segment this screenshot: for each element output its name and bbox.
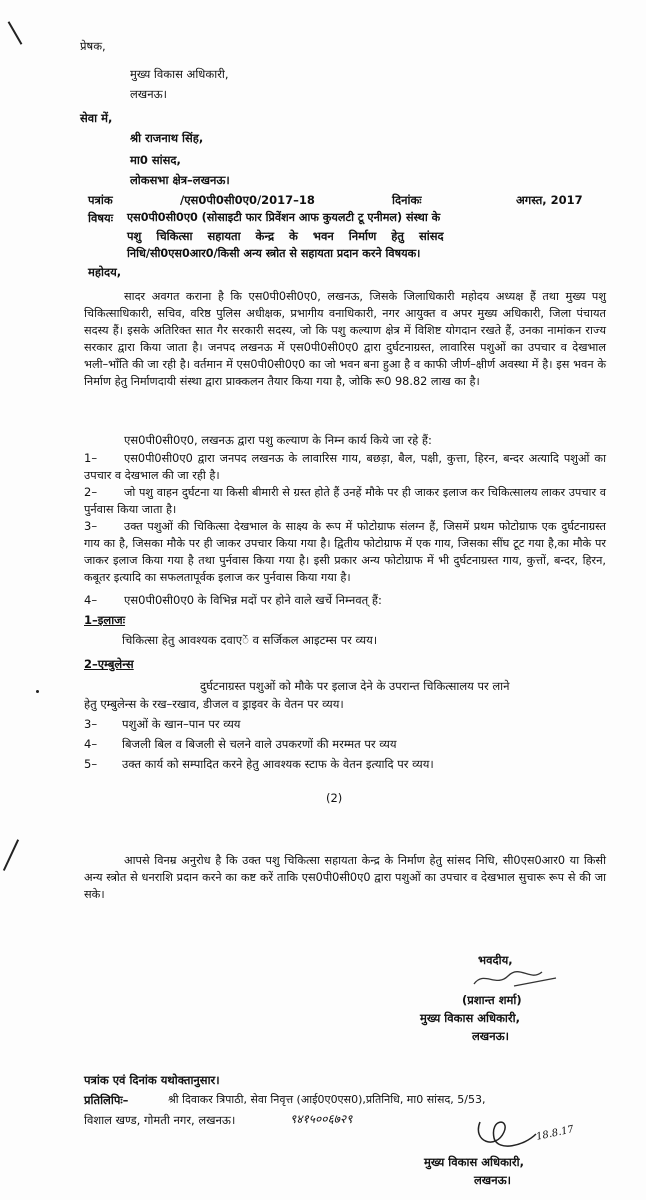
recipient-constituency: लोकसभा क्षेत्र–लखनऊ। (130, 173, 230, 187)
footer-designation: मुख्य विकास अधिकारी, (424, 1155, 524, 1169)
work-4-text: एस0पी0सी0ए0 के विभिन्न मदों पर होने वाले खर्चे निम्नवत् हैं: (124, 593, 382, 607)
expense-3-num: 3– (84, 717, 98, 731)
footer-place: लखनऊ। (474, 1173, 511, 1187)
work-2-text: जो पशु वाहन दुर्घटना या किसी बीमारी से ग्रस्त होते हैं उनहें मौके पर ही जाकर इलाज कर चिकित्सालय लाकर उपचार व पुर्नवास किया जाता है। (84, 486, 606, 516)
sender-label: प्रेषक, (80, 39, 106, 53)
sender-place: लखनऊ। (130, 87, 167, 101)
footer-ref-line: पत्रांक एवं दिनांक यथोक्तानुसार। (84, 1073, 220, 1087)
subject-line-1: एस0पी0सी0ए0 (सोसाइटी फार प्रिवेंशन आफ कुयलटी टू एनीमल) संस्था के (127, 211, 441, 224)
copy-line-2: विशाल खण्ड, गोमती नगर, लखनऊ। (84, 1113, 236, 1127)
officer-designation: मुख्य विकास अधिकारी, (420, 1011, 520, 1025)
expense-3-text: पशुओं के खान–पान पर व्यय (122, 717, 241, 731)
work-1-num: 1– (84, 451, 98, 465)
margin-dot (36, 690, 39, 693)
expense-5-num: 5– (84, 757, 98, 771)
page-number: (2) (326, 791, 343, 805)
work-4-num: 4– (84, 593, 98, 607)
ambulance-heading: 2–एम्बुलेन्स (84, 657, 134, 671)
salutation: महोदय, (88, 265, 122, 279)
handwritten-phone: ९४१५००६७२९ (290, 1112, 353, 1126)
para-1: सादर अवगत कराना है कि एस0पी0सी0ए0, लखनऊ, जिसके जिलाधिकारी महोदय अध्यक्ष हैं तथा मुख्य पशु चिकित्साधिकारी, सचिव, वरिष्ठ पुलिस अधीक्षक, प्रभागीय वनाधिकारी, नगर आयुक्त व अपर मुख्य अधिकारी, जिला पंचायत सदस्य हैं। इसके अतिरिक्त सात गैर सरकारी सदस्य, जो कि पशु कल्याण क्षेत्र में विशिष्ट योगदान रखते हैं, उनका नामांकन राज्य सरकार द्वारा किया जाता है। जनपद लखनऊ में एस0पी0सी0ए0 द्वारा दुर्घटनाग्रस्त, लावारिस पशुओं का उपचार व देखभाल भली–भाँति की जा रही है। वर्तमान में एस0पी0सी0ए0 का जो भवन बना हुआ है व काफी जीर्ण–क्षीर्ण अवस्था में है। इस भवन के निर्माण हेतु निर्माणदायी संस्था द्वारा प्राक्कलन तैयार किया गया है, जोकि रू0 98.82 लाख का है। (84, 290, 606, 388)
work-3-text: उक्त पशुओं की चिकित्सा देखभाल के साक्ष्य के रूप में फोटोग्राफ संलग्न हैं, जिसमें प्रथम फोटोग्राफ एक दुर्घटनाग्रस्त गाय का है, जिसका मौके पर ही जाकर उपचार किया गया है। द्वितीय फोटोग्राफ में एक गाय, जिसका सींघ टूट गया है,का मौके पर जाकर इलाज किया गया है तथा पुर्नवास किया गया है। इसी प्रकार अन्य फोटोग्राफ में भी दुर्घटनाग्रस्त गाय, कुत्तों, बन्दर, हिरन, कबूतर इत्यादि का सफलतापूर्वक इलाज कर पुर्नवास किया गया है। (84, 520, 606, 584)
work-2-num: 2– (84, 485, 98, 499)
ilaj-heading: 1–इलाजः (84, 613, 126, 627)
work-1-text: एस0पी0सी0ए0 द्वारा जनपद लखनऊ के लावारिस गाय, बछड़ा, बैल, पक्षी, कुत्ता, हिरन, बन्दर अत्यादि पशुओं का उपचार व देखभाल की जा रही है। (84, 452, 606, 482)
expense-5-text: उक्त कार्य को सम्पादित करने हेतु आवश्यक स्टाफ के वेतन इत्यादि पर व्यय। (122, 757, 434, 771)
expense-4-num: 4– (84, 737, 98, 751)
patrank-value: /एस0पी0सी0ए0/2017–18 (180, 193, 315, 207)
copy-label: प्रतिलिपिः– (84, 1093, 129, 1107)
copy-line-1: श्री दिवाकर त्रिपाठी, सेवा निवृत्त (आई0ए0एस0),प्रतिनिधि, मा0 सांसद, 5/53, (168, 1093, 486, 1106)
officer-name: (प्रशान्त शर्मा) (462, 993, 522, 1007)
request-para: आपसे विनम्र अनुरोध है कि उक्त पशु चिकित्सा सहायता केन्द्र के निर्माण हेतु सांसद निधि, सी0एस0आर0 या किसी अन्य स्त्रोत से धनराशि प्रदान करने का कष्ट करें ताकि एस0पी0सी0ए0 द्वारा पशुओं का उपचार व देखभाल सुचारू रूप से की जा सके। (84, 854, 606, 901)
patrank-label: पत्रांक (88, 193, 113, 207)
ilaj-text: चिकित्सा हेतु आवश्यक दवाएें व सर्जिकल आइटम्स पर व्यय। (122, 633, 378, 647)
recipient-title: मा0 सांसद, (130, 153, 181, 167)
signature-date: 18.8.17 (535, 1124, 575, 1143)
recipient-name: श्री राजनाथ सिंह, (130, 131, 204, 145)
date-value: अगस्त, 2017 (516, 193, 583, 207)
recipient-label: सेवा में, (80, 111, 113, 125)
works-intro: एस0पी0सी0ए0, लखनऊ द्वारा पशु कल्याण के निम्न कार्य किये जा रहे हैं: (124, 433, 432, 447)
officer-signature (470, 968, 560, 990)
closing-bhavdiya: भवदीय, (478, 953, 513, 967)
work-3-num: 3– (84, 519, 98, 533)
officer-place: लखनऊ। (472, 1029, 509, 1043)
date-label: दिनांकः (392, 193, 422, 207)
sender-designation: मुख्य विकास अधिकारी, (130, 67, 229, 81)
margin-pen-stroke (8, 21, 23, 45)
ambulance-line-1: दुर्घटनाग्रस्त पशुओं को मौके पर इलाज देने के उपरान्त चिकित्सालय पर लाने (200, 679, 510, 693)
subject-line-2: पशु चिकित्सा सहायता केन्द्र के भवन निर्माण हेतु सांसद (127, 229, 444, 243)
subject-line-3: निधि/सी0एस0आर0/किसी अन्य स्त्रोत से सहायता प्रदान करने विषयक। (127, 247, 421, 260)
expense-4-text: बिजली बिल व बिजली से चलने वाले उपकरणों की मरम्मत पर व्यय (122, 737, 397, 751)
margin-pen-stroke-lower (3, 839, 19, 870)
ambulance-line-2: हेतु एम्बुलेन्स के रख–रखाव, डीजल व ड्राइवर के वेतन पर व्यय। (84, 697, 344, 711)
subject-label: विषयः (88, 211, 114, 225)
